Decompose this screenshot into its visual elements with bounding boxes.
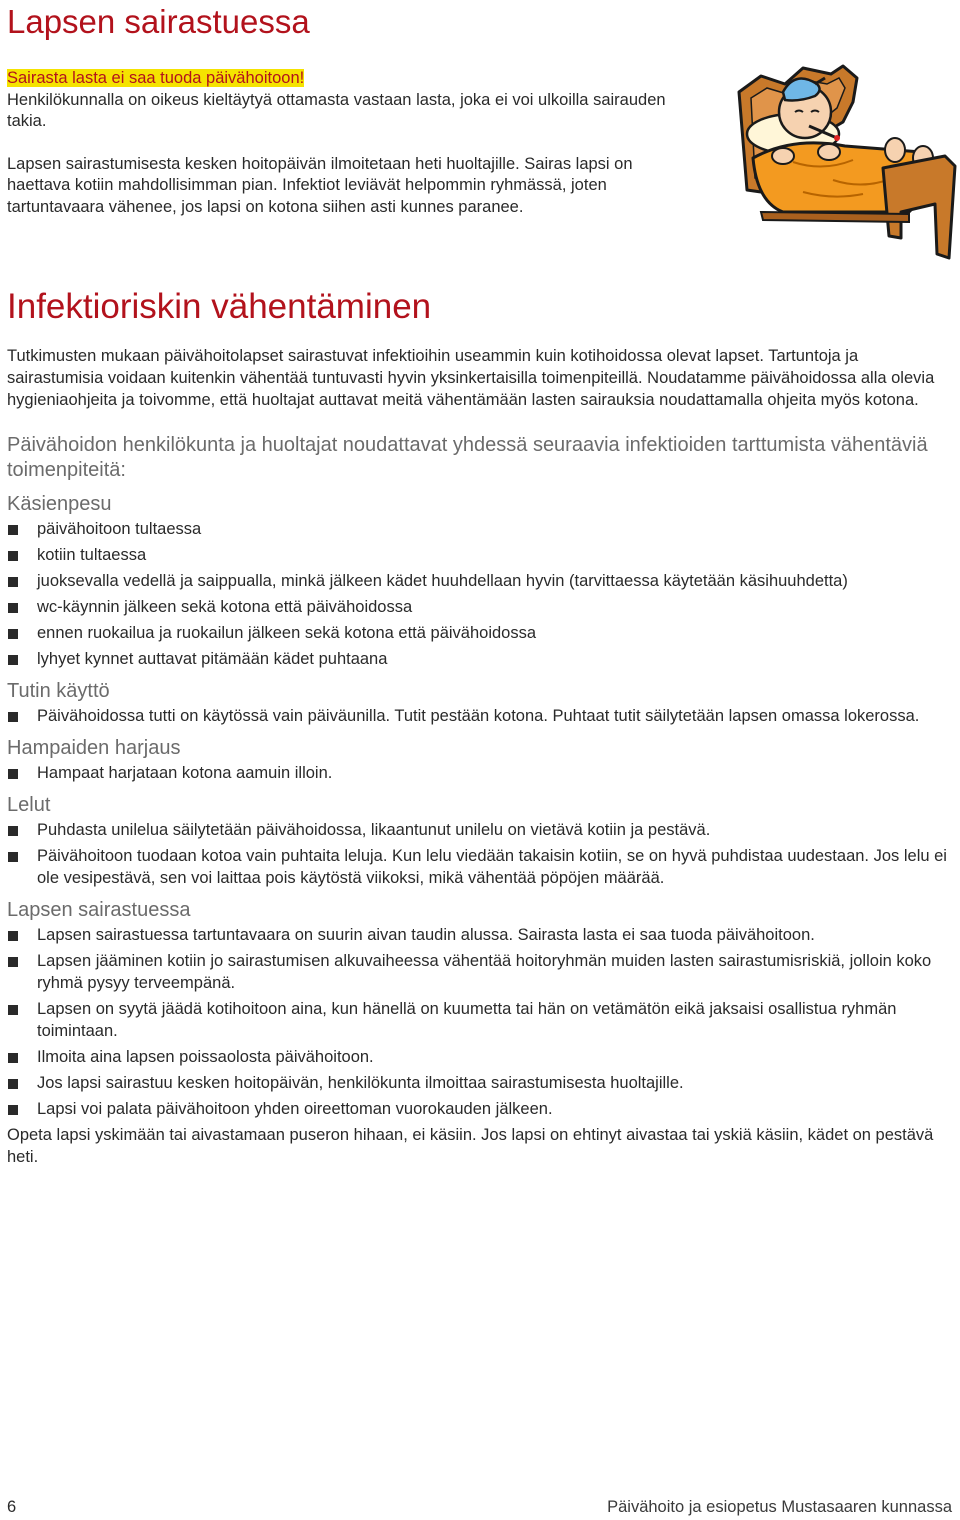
square-bullet-icon bbox=[8, 1079, 18, 1089]
list-item: juoksevalla vedellä ja saippualla, minkä jälkeen kädet huuhdellaan hyvin (tarvittaessa käytetään käsihuuhdetta) bbox=[7, 570, 955, 592]
list-item: Päivähoitoon tuodaan kotoa vain puhtaita leluja. Kun lelu viedään takaisin kotiin, se on hyvä puhdistaa uudestaan. Jos lelu ei ole vesipestävä, sen voi laittaa pois käytöstä viikoksi, mikä vähentää pöpöjen määrää. bbox=[7, 845, 955, 889]
list-item: Päivähoidossa tutti on käytössä vain päiväunilla. Tutit pestään kotona. Puhtaat tutit säilytetään lapsen omassa lokerossa. bbox=[7, 705, 955, 727]
square-bullet-icon bbox=[8, 1005, 18, 1015]
square-bullet-icon bbox=[8, 603, 18, 613]
subheading-kasienpesu: Käsienpesu bbox=[7, 493, 112, 515]
list-item: Lapsen jääminen kotiin jo sairastumisen alkuvaiheessa vähentää hoitoryhmän muiden lasten sairastumisriskiä, jolloin koko ryhmä pysyy terveempänä. bbox=[7, 950, 955, 994]
square-bullet-icon bbox=[8, 551, 18, 561]
highlighted-warning: Sairasta lasta ei saa tuoda päivähoitoon! bbox=[7, 69, 305, 87]
list-item: lyhyet kynnet auttavat pitämään kädet puhtaana bbox=[7, 648, 955, 670]
square-bullet-icon bbox=[8, 629, 18, 639]
page-title: Lapsen sairastuessa bbox=[7, 3, 310, 40]
square-bullet-icon bbox=[8, 931, 18, 941]
list-item: Lapsi voi palata päivähoitoon yhden oireettoman vuorokauden jälkeen. bbox=[7, 1098, 955, 1120]
subheading-hampaiden-harjaus: Hampaiden harjaus bbox=[7, 737, 181, 759]
list-kasienpesu bbox=[7, 518, 955, 670]
subheading-lelut: Lelut bbox=[7, 794, 51, 816]
square-bullet-icon bbox=[8, 769, 18, 779]
square-bullet-icon bbox=[8, 957, 18, 967]
main-content bbox=[7, 345, 955, 1168]
subheading-tutin-kaytto: Tutin käyttö bbox=[7, 680, 110, 702]
square-bullet-icon bbox=[8, 1053, 18, 1063]
list-item: Lapsen sairastuessa tartuntavaara on suurin aivan taudin alussa. Sairasta lasta ei saa tuoda päivähoitoon. bbox=[7, 924, 955, 946]
list-item: päivähoitoon tultaessa bbox=[7, 518, 955, 540]
list-item: ennen ruokailua ja ruokailun jälkeen sekä kotona että päivähoidossa bbox=[7, 622, 955, 644]
subheading-lapsen-sairastuessa: Lapsen sairastuessa bbox=[7, 899, 191, 921]
list-item: wc-käynnin jälkeen sekä kotona että päivähoidossa bbox=[7, 596, 955, 618]
square-bullet-icon bbox=[8, 852, 18, 862]
list-item: Hampaat harjataan kotona aamuin illoin. bbox=[7, 762, 955, 784]
list-item: Ilmoita aina lapsen poissaolosta päivähoitoon. bbox=[7, 1046, 955, 1068]
sick-child-in-bed-icon bbox=[733, 62, 959, 262]
list-lapsen-sairastuessa bbox=[7, 924, 955, 1120]
page-number: 6 bbox=[7, 1498, 17, 1516]
sick-child-illustration bbox=[733, 62, 959, 262]
square-bullet-icon bbox=[8, 525, 18, 535]
intro-block bbox=[7, 68, 697, 218]
section-paragraph: Tutkimusten mukaan päivähoitolapset sairastuvat infektioihin useammin kuin kotihoidossa olevat lapset. Tartuntoja ja sairastumisia voidaan kuitenkin vähentää tuntuvasti hyvin yksinkertaisilla toimenpiteillä. Noudatamme päivähoidossa alla olevia hygieniaohjeita ja toivomme, että huoltajat auttavat meitä vähentämään lasten sairauksia noudattamalla ohjeita myös kotona. bbox=[7, 347, 935, 409]
footer-publication: Päivähoito ja esiopetus Mustasaaren kunnassa bbox=[607, 1498, 952, 1516]
closing-paragraph: Opeta lapsi yskimään tai aivastamaan puseron hihaan, ei käsiin. Jos lapsi on ehtinyt aivastaa tai yskiä käsiin, kädet on pestävä heti. bbox=[7, 1126, 934, 1166]
list-item: Jos lapsi sairastuu kesken hoitopäivän, henkilökunta ilmoittaa sairastumisesta huoltajille. bbox=[7, 1072, 955, 1094]
square-bullet-icon bbox=[8, 712, 18, 722]
square-bullet-icon bbox=[8, 655, 18, 665]
list-item: Puhdasta unilelua säilytetään päivähoidossa, likaantunut unilelu on vietävä kotiin ja pestävä. bbox=[7, 819, 955, 841]
list-item: kotiin tultaessa bbox=[7, 544, 955, 566]
list-hampaiden-harjaus bbox=[7, 762, 955, 784]
intro-paragraph-2: Lapsen sairastumisesta kesken hoitopäivän ilmoitetaan heti huoltajille. Sairas lapsi on haettava kotiin mahdollisimman pian. Infektiot leviävät helpommin ryhmässä, joten tartuntavaara vähenee, jos lapsi on kotona siihen asti kunnes paranee. bbox=[7, 154, 633, 216]
section-heading: Infektioriskin vähentäminen bbox=[7, 287, 432, 326]
list-tutin-kaytto bbox=[7, 705, 955, 727]
square-bullet-icon bbox=[8, 1105, 18, 1115]
list-item: Lapsen on syytä jäädä kotihoitoon aina, kun hänellä on kuumetta tai hän on vetämätön eikä jaksaisi osallistua ryhmän toimintaan. bbox=[7, 998, 955, 1042]
intro-paragraph-1: Henkilökunnalla on oikeus kieltäytyä ottamasta vastaan lasta, joka ei voi ulkoilla sairauden takia. bbox=[7, 90, 666, 130]
square-bullet-icon bbox=[8, 577, 18, 587]
list-lelut bbox=[7, 819, 955, 889]
square-bullet-icon bbox=[8, 826, 18, 836]
lead-paragraph: Päivähoidon henkilökunta ja huoltajat noudattavat yhdessä seuraavia infektioiden tarttumista vähentäviä toimenpiteitä: bbox=[7, 434, 928, 481]
intro-warning bbox=[7, 68, 697, 90]
